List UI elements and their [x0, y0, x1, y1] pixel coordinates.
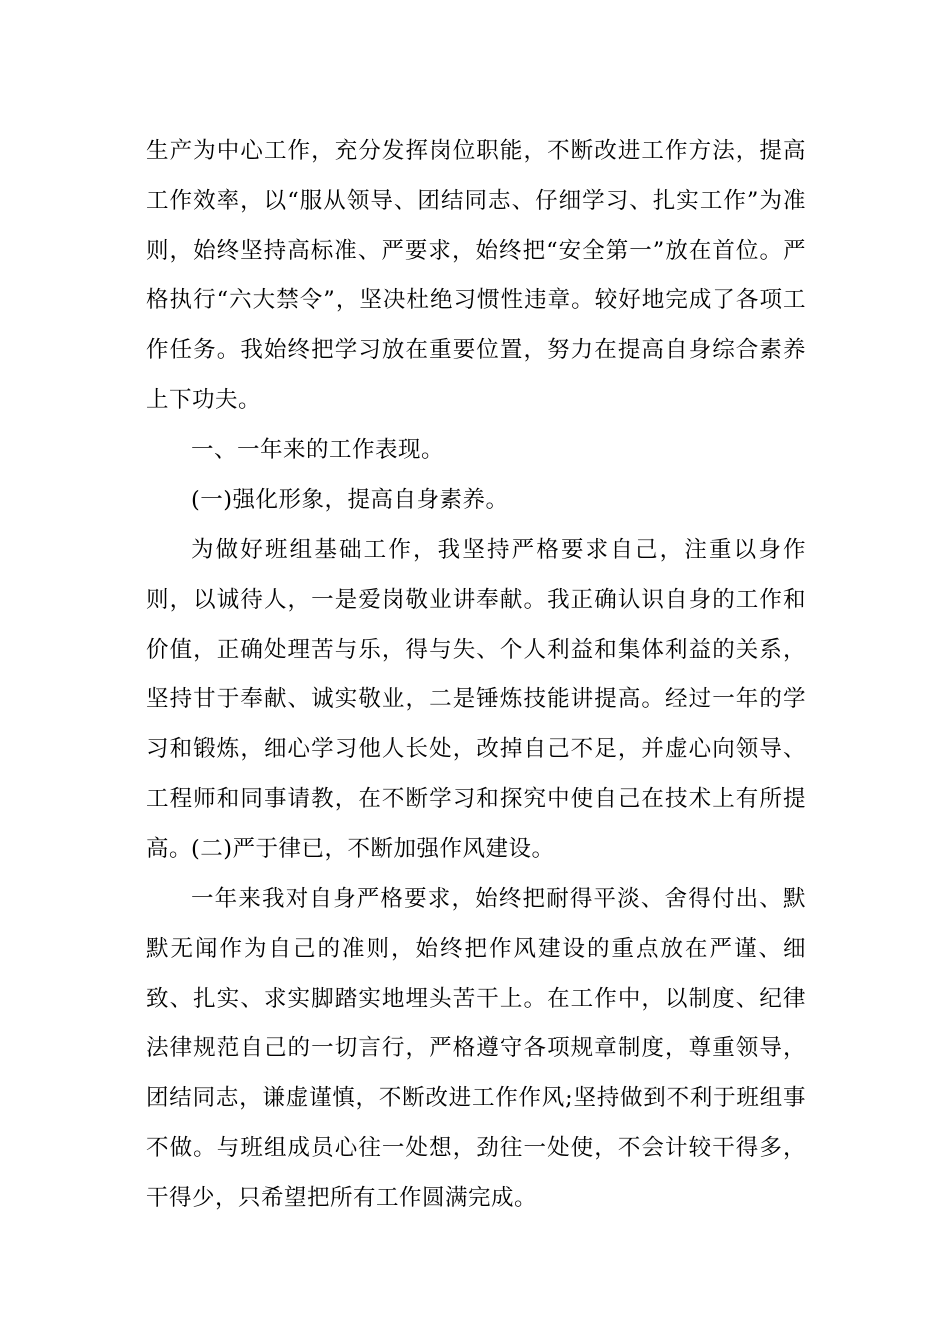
section-heading-work-performance: 一、一年来的工作表现。 — [191, 437, 445, 463]
body-paragraph-2: 一年来我对自身严格要求，始终把耐得平淡、舍得付出、默默无闻作为自己的准则，始终把作风建设的重点放在严谨、细致、扎实、求实脚踏实地埋头苦干上。在工作中，以制度、纪律法律规范自己的一切言行，严格遵守各项规章制度，尊重领导，团结同志，谦虚谨慎，不断改进工作作风;坚持做到不利于班组事不做。与班组成员心往一处想，劲往一处使，不会计较干得多，干得少，只希望把所有工作圆满完成。 — [146, 886, 806, 1211]
body-paragraph-1: 为做好班组基础工作，我坚持严格要求自己，注重以身作则，以诚待人，一是爱岗敬业讲奉献。我正确认识自身的工作和价值，正确处理苦与乐，得与失、个人利益和集体利益的关系，坚持甘于奉献、诚实敬业，二是锤炼技能讲提高。经过一年的学习和锻炼，细心学习他人长处，改掉自己不足，并虚心向领导、工程师和同事请教，在不断学习和探究中使自己在技术上有所提高。 — [146, 537, 806, 862]
subsection-heading-2: (二)严于律已，不断加强作风建设。 — [191, 836, 555, 862]
subsection-heading-1: (一)强化形象，提高自身素养。 — [191, 487, 509, 513]
body-paragraph-continuation: 生产为中心工作，充分发挥岗位职能，不断改进工作方法，提高工作效率，以“服从领导、团结同志、仔细学习、扎实工作”为准则，始终坚持高标准、严要求，始终把“安全第一”放在首位。严格执行“六大禁令”，坚决杜绝习惯性违章。较好地完成了各项工作任务。我始终把学习放在重要位置，努力在提高自身综合素养上下功夫。 — [146, 138, 806, 413]
